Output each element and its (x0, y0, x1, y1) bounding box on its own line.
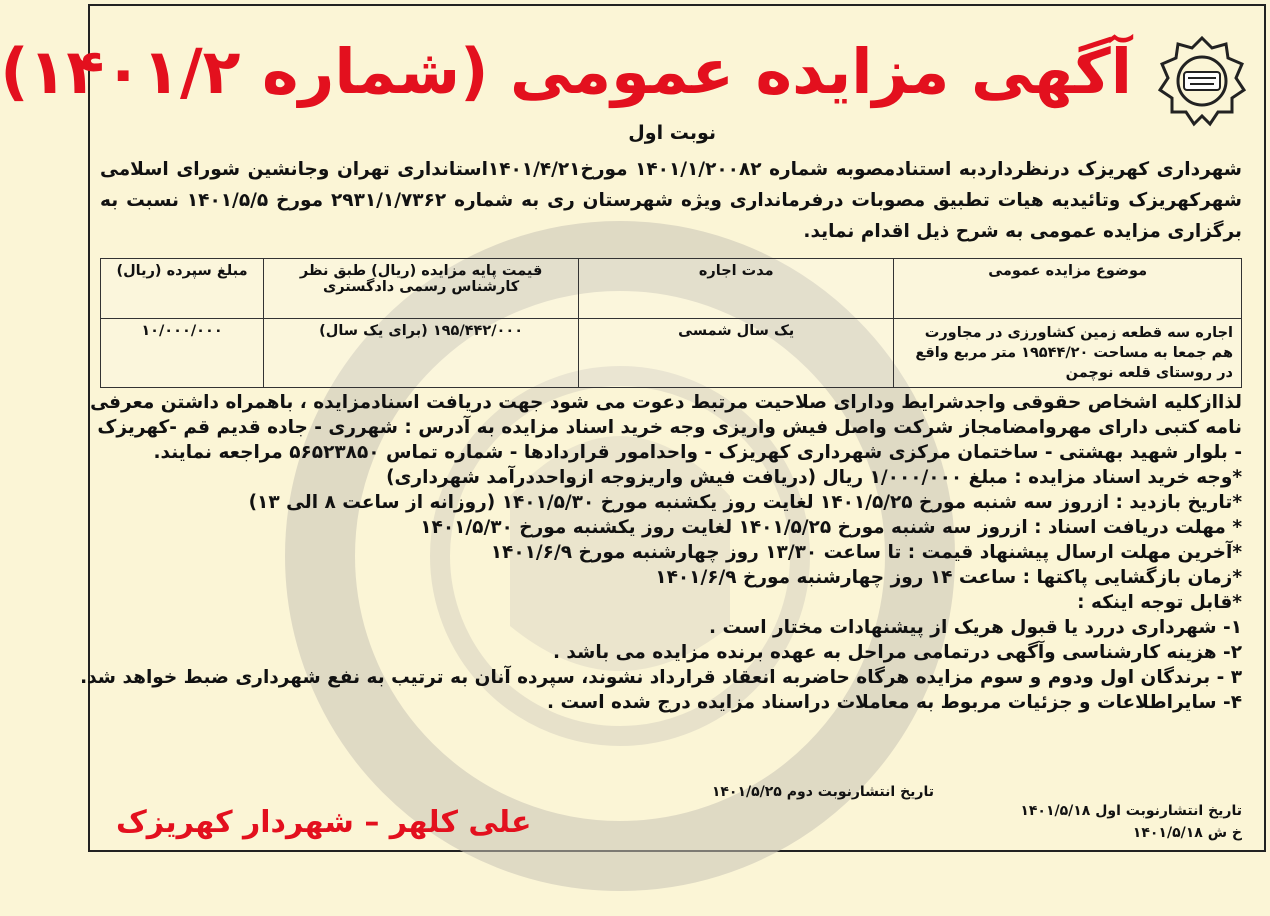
table-header-row (101, 259, 1242, 319)
notice-intro: شهرداری کهریزک درنظرداردبه استنادمصوبه شماره ۱۴۰۱/۱/۲۰۰۸۲ مورخ۱۴۰۱/۴/۲۱استانداری تهران وجانشین شورای اسلامی شهرکهریزک وتائیدیه هیات تطبیق مصوبات درفرمانداری ویژه شهرستان ری به شماره ۲۹۳۱/۱/۷۳۶۲ مورخ ۱۴۰۱/۵/۵ نسبت به برگزاری مزایده عمومی به شرح ذیل اقدام نماید. (100, 159, 1242, 242)
header-subject: موضوع مزایده عمومی (894, 259, 1242, 319)
body-line: *قابل توجه اینکه : (1077, 592, 1242, 613)
body-line: *آخرین مهلت ارسال پیشنهاد قیمت : تا ساعت ۱۳/۳۰ روز چهارشنبه مورخ ۱۴۰۱/۶/۹ (490, 542, 1242, 563)
header-duration: مدت اجاره (579, 259, 894, 319)
body-line: ۲- هزینه کارشناسی وآگهی درتمامی مراحل به عهده برنده مزایده می باشد . (552, 642, 1242, 663)
cell-base-price: ۱۹۵/۴۴۲/۰۰۰ (برای یک سال) (264, 319, 579, 388)
table-row (101, 319, 1242, 388)
body-line: ۳ - برندگان اول ودوم و سوم مزایده هرگاه حاضربه انعقاد قرارداد نشوند، سپرده آنان به ترتیب به نفع شهرداری ضبط خواهد شد. (80, 667, 1242, 688)
header-deposit: مبلغ سپرده (ریال) (101, 259, 264, 319)
header-base-price: قیمت پایه مزایده (ریال) طبق نظر کارشناس رسمی دادگستری (264, 259, 579, 319)
cell-duration: یک سال شمسی (579, 319, 894, 388)
body-line: *زمان بازگشایی پاکتها : ساعت ۱۴ روز چهارشنبه مورخ ۱۴۰۱/۶/۹ (655, 567, 1242, 588)
second-publication-date: تاریخ انتشارنوبت دوم ۱۴۰۱/۵/۲۵ (711, 784, 934, 800)
notice-body (80, 390, 1242, 715)
cell-subject: اجاره سه قطعه زمین کشاورزی در مجاورت هم جمعا به مساحت ۱۹۵۴۴/۲۰ متر مربع واقع در روستای قلعه نوچمن (894, 319, 1242, 388)
mayor-signature: علی کلهر – شهردار کهریزک (116, 805, 532, 840)
page-title: آگهی مزایده عمومی (شماره ۱۴۰۱/۲) (0, 35, 1132, 108)
first-publication-date: تاریخ انتشارنوبت اول ۱۴۰۱/۵/۱۸ (1020, 803, 1242, 819)
body-line: *تاریخ بازدید : ازروز سه شنبه مورخ ۱۴۰۱/۵/۲۵ لغایت روز یکشنبه مورخ ۱۴۰۱/۵/۳۰ (روزانه از ساعت ۸ الی ۱۳) (248, 492, 1242, 513)
body-line: ۱- شهرداری دررد یا قبول هریک از پیشنهادات مختار است . (709, 617, 1242, 638)
header (0, 24, 1252, 120)
body-line: * مهلت دریافت اسناد : ازروز سه شنبه مورخ ۱۴۰۱/۵/۲۵ لغایت روز یکشنبه مورخ ۱۴۰۱/۵/۳۰ (420, 517, 1242, 538)
municipality-seal-icon (1154, 34, 1250, 126)
body-line: *وجه خرید اسناد مزایده : مبلغ ۱/۰۰۰/۰۰۰ ریال (دریافت فیش واریزوجه ازواحددرآمد شهرداری) (386, 467, 1242, 488)
cell-deposit: ۱۰/۰۰۰/۰۰۰ (101, 319, 264, 388)
publication-info (1020, 800, 1242, 844)
body-line: لذاازکلیه اشخاص حقوقی واجدشرایط ودارای صلاحیت مرتبط دعوت می شود جهت دریافت اسنادمزایده ، باهمراه داشتن معرفی (90, 392, 1242, 413)
auction-table (100, 258, 1242, 388)
notice-page (0, 4, 1266, 852)
notice-code: خ ش ۱۴۰۱/۵/۱۸ (1132, 825, 1242, 841)
body-line: - بلوار شهید بهشتی - ساختمان مرکزی شهرداری کهریزک - واحدامور قراردادها - شماره تماس ۵۶۵۲۳۸۵۰ مراجعه نمایند. (153, 442, 1242, 463)
body-line: نامه کتبی دارای مهروامضامجاز شرکت واصل فیش واریزی وجه خرید اسناد مزایده به آدرس : شهرری - جاده قدیم قم -کهریزک (97, 417, 1242, 438)
body-line: ۴- سایراطلاعات و جزئیات مربوط به معاملات دراسناد مزایده درج شده است . (547, 692, 1242, 713)
notice-round: نوبت اول (628, 122, 716, 144)
